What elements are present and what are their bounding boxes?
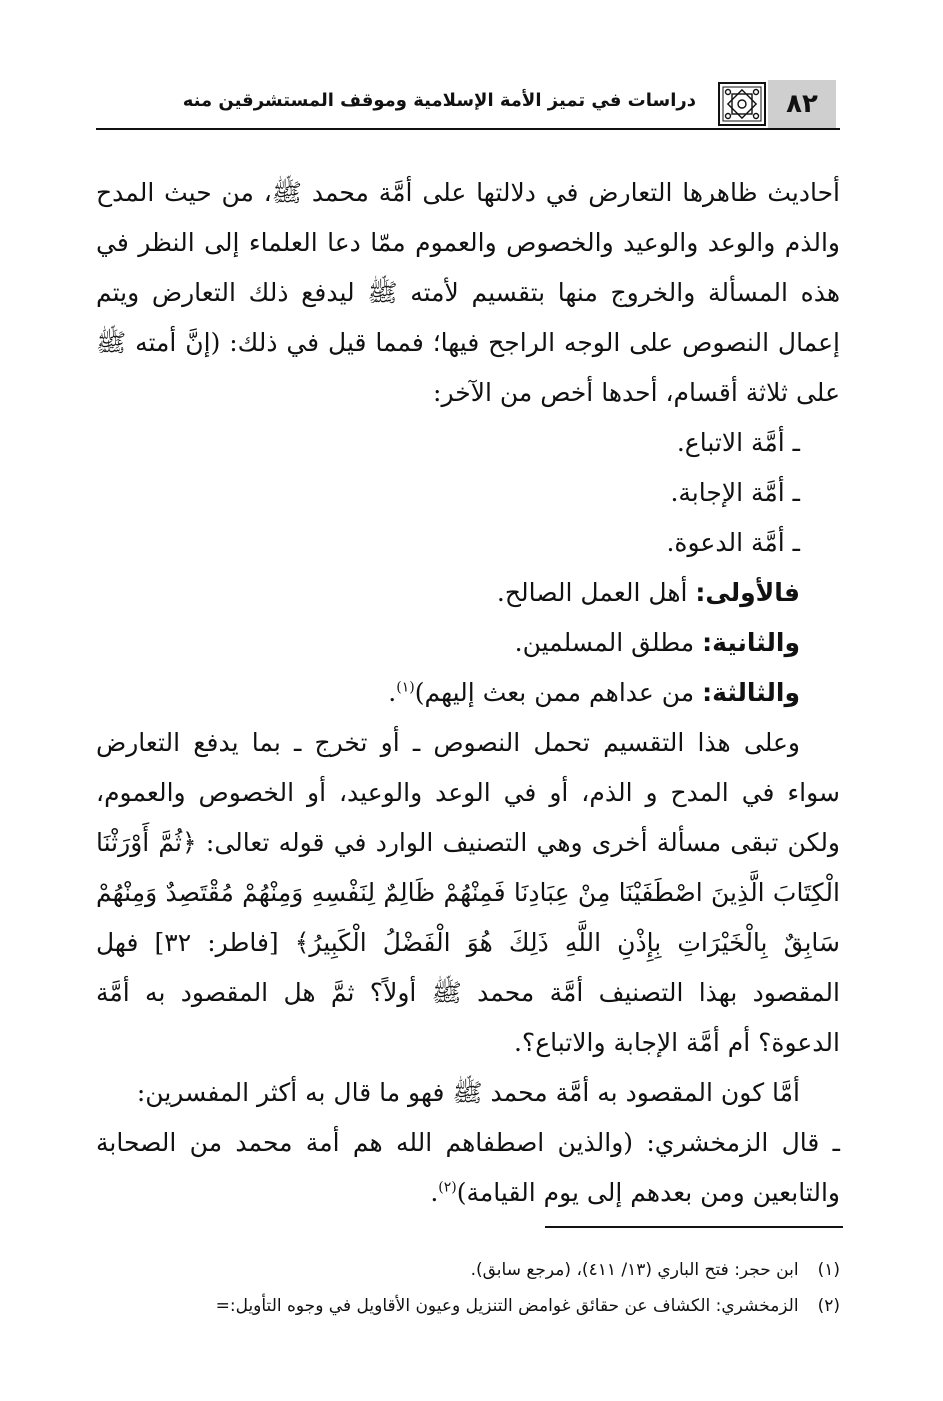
definition-third bbox=[96, 668, 840, 718]
definition-label: والثانية: bbox=[702, 628, 800, 657]
definition-second bbox=[96, 618, 840, 668]
page-number: ٨٢ bbox=[768, 80, 836, 128]
list-item: ـ أمَّة الاتباع. bbox=[676, 428, 800, 457]
footnote-text: ابن حجر: فتح الباري (١٣/ ٤١١)، (مرجع سابق). bbox=[470, 1260, 799, 1280]
footnote-number: (١) bbox=[817, 1260, 840, 1280]
paragraph-classification bbox=[96, 718, 840, 1068]
definition-text: أهل العمل الصالح. bbox=[496, 578, 688, 607]
geometric-star-ornament-icon bbox=[718, 82, 766, 126]
punctuation: . bbox=[388, 678, 397, 707]
header-rule bbox=[96, 128, 840, 130]
paragraph-zamakhshari bbox=[96, 1118, 840, 1218]
definition-first bbox=[96, 568, 840, 618]
definition-text: مطلق المسلمين. bbox=[514, 628, 695, 657]
definition-label: والثالثة: bbox=[702, 678, 800, 707]
quran-verse: ﴿ثُمَّ أَوْرَثْنَا الْكِتَابَ الَّذِينَ اصْطَفَيْنَا مِنْ عِبَادِنَا فَمِنْهُمْ ظَالِمٌ لِنَفْسِهِ وَمِنْهُمْ مُقْتَصِدٌ وَمِنْهُمْ سَابِقٌ بِالْخَيْرَاتِ بِإِذْنِ اللَّهِ ذَلِكَ هُوَ الْفَضْلُ الْكَبِيرُ﴾ bbox=[96, 828, 840, 957]
header-title: دراسات في تميز الأمة الإسلامية وموقف المستشرقين منه bbox=[182, 90, 696, 111]
paragraph-commentators: أمَّا كون المقصود به أمَّة محمد ﷺ فهو ما قال به أكثر المفسرين: bbox=[136, 1078, 800, 1107]
footnote bbox=[96, 1288, 840, 1324]
paragraph-intro: أحاديث ظاهرها التعارض في دلالتها على أمَّة محمد ﷺ، من حيث المدح والذم والوعد والوعيد والخصوص والعموم ممّا دعا العلماء إلى النظر في هذه المسألة والخروج منها بتقسيم لأمته ﷺ ليدفع ذلك التعارض ويتم إعمال النصوص على الوجه الراجح فيها؛ فمما قيل في ذلك: (إنَّ أمته ﷺ على ثلاثة أقسام، أحدها أخص من الآخر: bbox=[96, 178, 840, 407]
main-text bbox=[96, 168, 840, 1218]
punctuation: . bbox=[430, 1178, 439, 1207]
footnotes bbox=[96, 1252, 840, 1324]
list-item: ـ أمَّة الدعوة. bbox=[666, 528, 800, 557]
definition-text: من عداهم ممن بعث إليهم) bbox=[414, 678, 695, 707]
footnote bbox=[96, 1252, 840, 1288]
page-header bbox=[96, 76, 840, 134]
paragraph-text: [فاطر: ٣٢] فهل المقصود بهذا التصنيف أمَّة محمد ﷺ أولاً؟ ثمَّ هل المقصود به أمَّة الدعوة؟ أم أمَّة الإجابة والاتباع؟. bbox=[96, 928, 840, 1057]
paragraph-text: وعلى هذا التقسيم تحمل النصوص ـ أو تخرج ـ بما يدفع التعارض سواء في المدح و الذم، أو في الوعد والوعيد، أو الخصوص والعموم، ولكن تبقى مسألة أخرى وهي التصنيف الوارد في قوله تعالى: bbox=[96, 728, 841, 857]
definition-label: فالأولى: bbox=[695, 578, 800, 607]
footnote-ref: (٢) bbox=[438, 1179, 457, 1196]
quote-text: ـ قال الزمخشري: (والذين اصطفاهم الله هم أمة محمد من الصحابة والتابعين ومن بعدهم إلى يوم القيامة) bbox=[96, 1128, 840, 1207]
footnote-ref: (١) bbox=[396, 679, 415, 696]
list-item: ـ أمَّة الإجابة. bbox=[670, 478, 800, 507]
footnote-text: الزمخشري: الكشاف عن حقائق غوامض التنزيل وعيون الأقاويل في وجوه التأويل:= bbox=[215, 1296, 799, 1316]
footnote-number: (٢) bbox=[817, 1296, 840, 1316]
footnote-separator bbox=[545, 1226, 843, 1228]
